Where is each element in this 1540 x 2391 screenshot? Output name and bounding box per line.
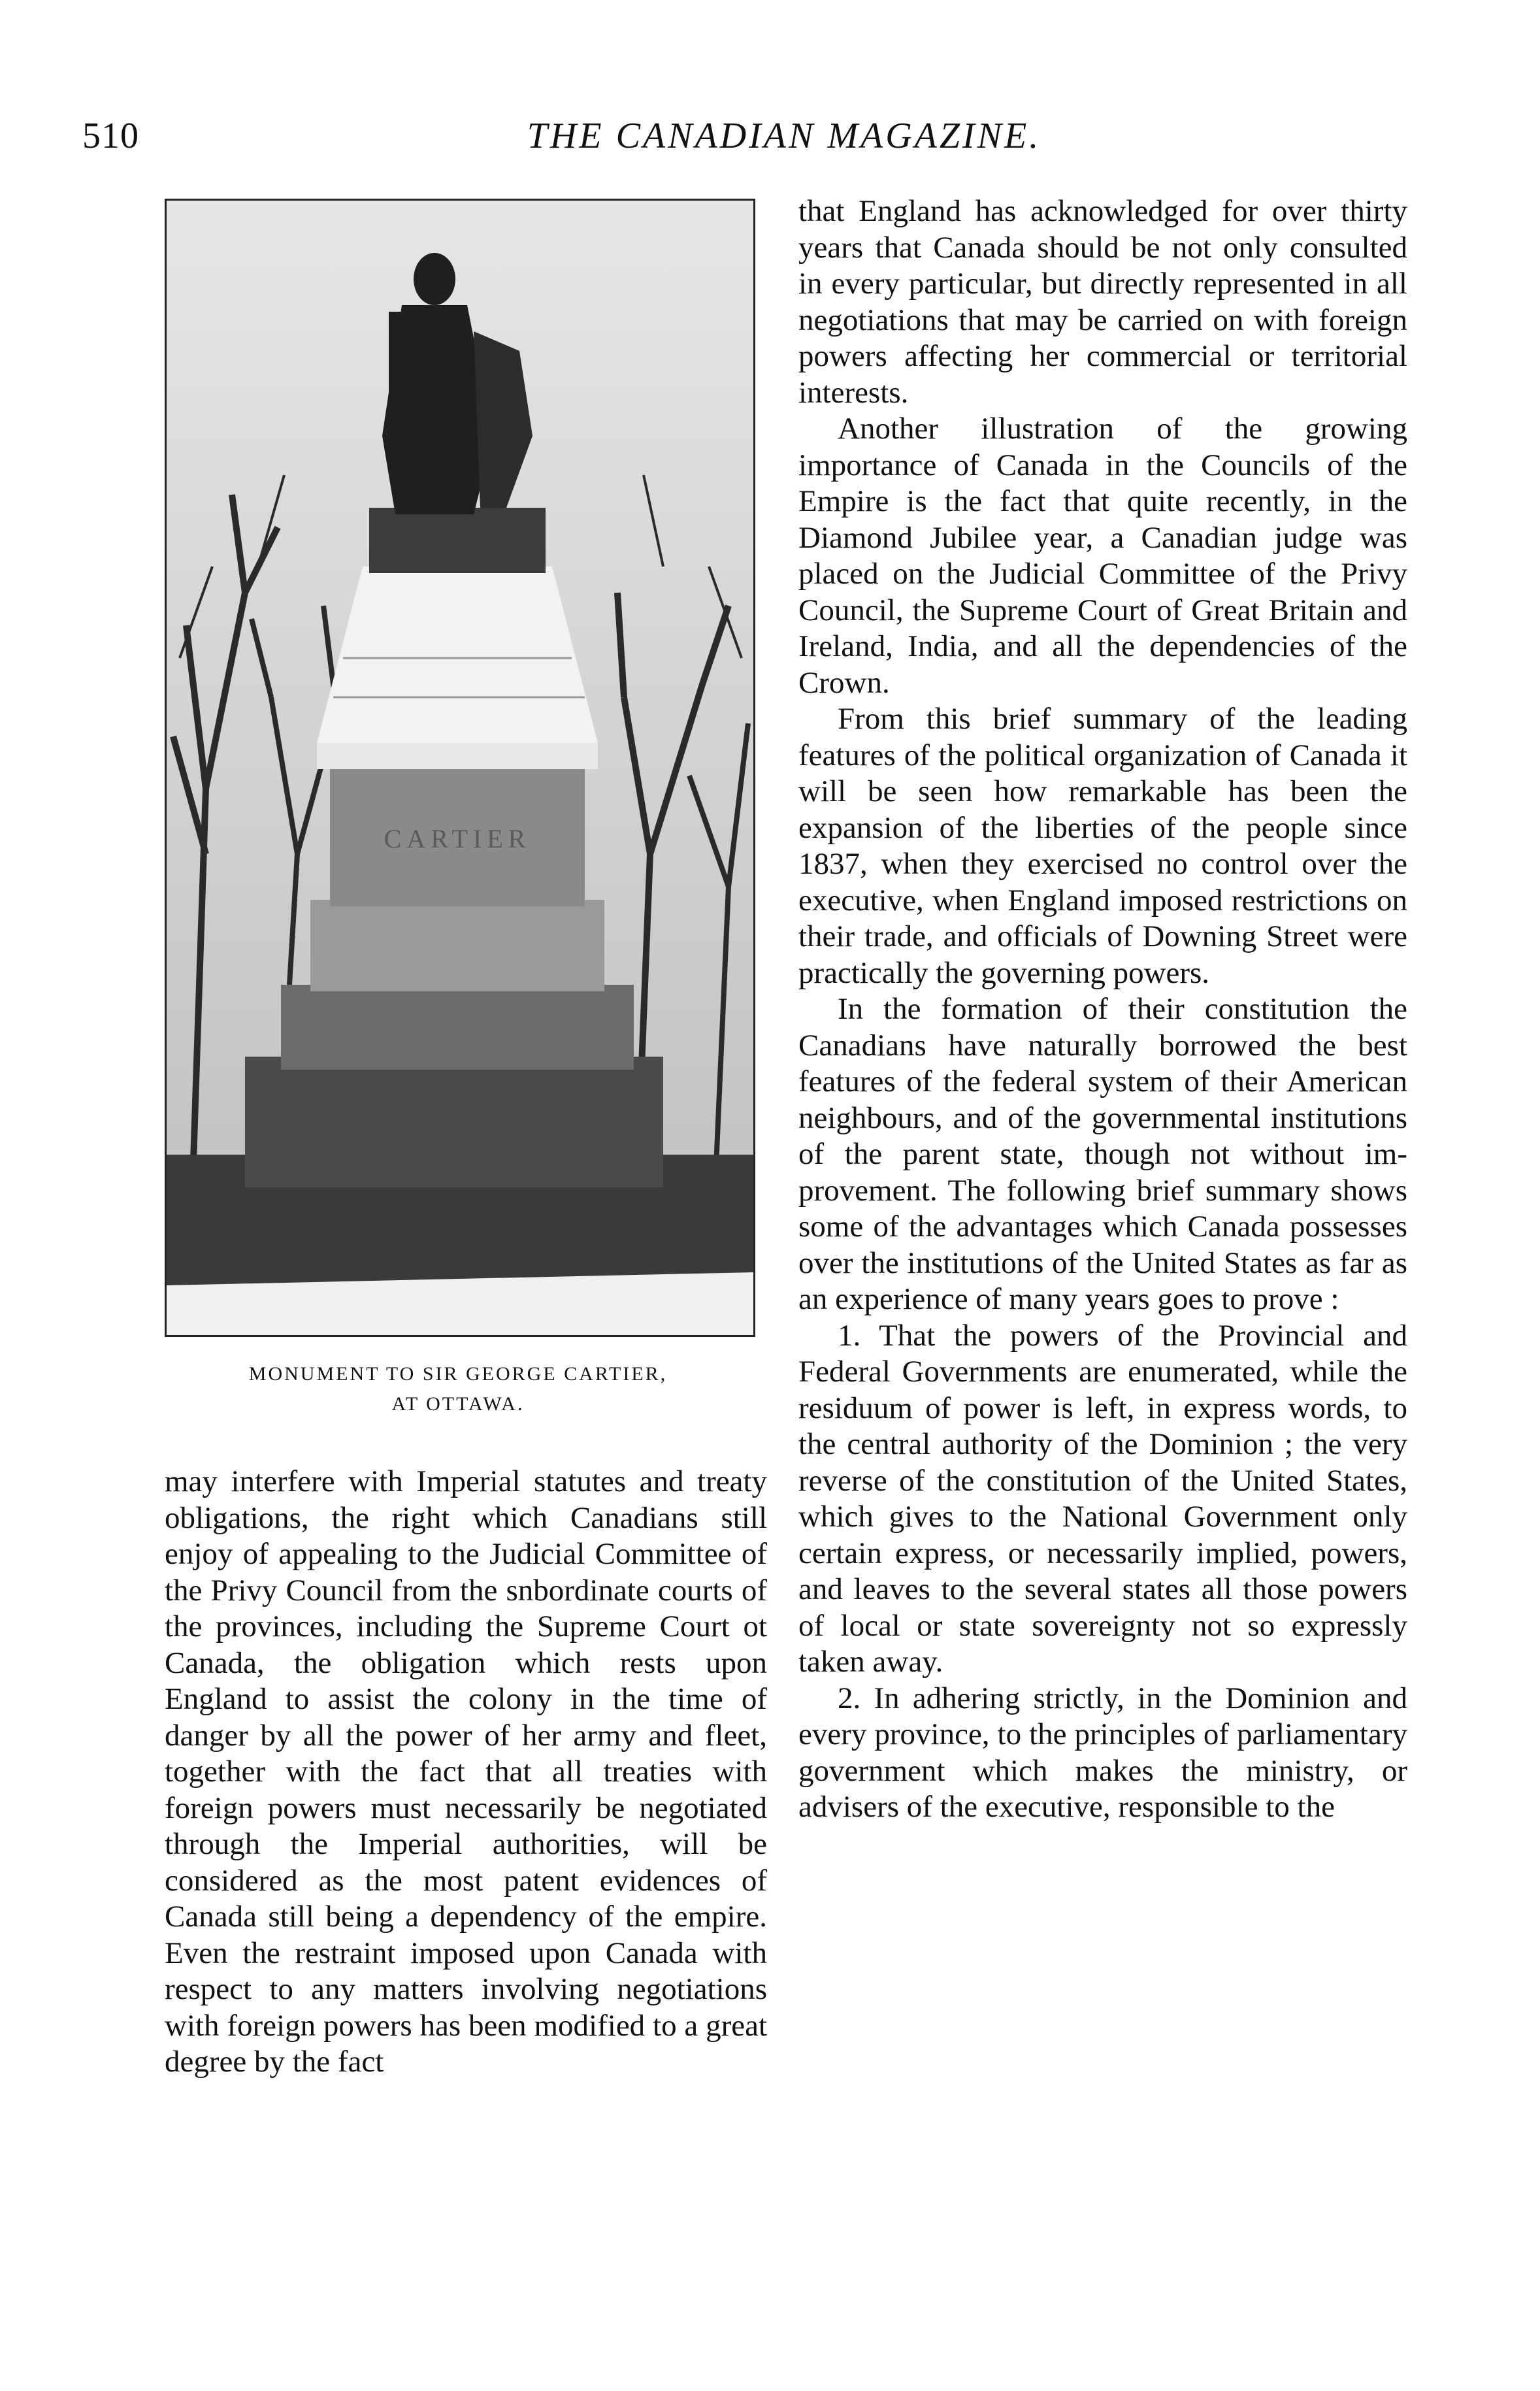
monument-photo-illustration: [167, 201, 753, 1335]
running-title: THE CANADIAN MAGAZINE.: [527, 116, 1041, 156]
caption-line-1: MONUMENT TO SIR GEORGE CARTIER,: [248, 1363, 668, 1385]
paragraph: 1. That the powers of the Provincial and Federal Governments are enumerated, while the residuum of power is left, in express words, to the central authority of the Dominion ; the very reverse of the constitution of the United States, which gives to the National Government only certain express, or necessarily implied, powers, and leaves to the several states all those powers of local or state sovereignty not so expressly taken away.: [798, 1318, 1407, 1679]
pedestal-inscription: CARTIER: [384, 824, 531, 853]
paragraph: that England has acknowledged for over thirty years that Canada should be not only consulted in every particular, but directly represented in all negotiations that may be carried on with foreign powers affecting her commercial or territorial interests.: [798, 194, 1407, 410]
figure-caption: [165, 1359, 751, 1419]
paragraph: In the formation of their constitution the Canadians have naturally borrowed the best features of the federal system of their American neighbours, and of the governmental institutions of the parent state, though not without improvement. The following brief summary shows some of the advantages which Canada possesses over the institutions of the United States as far as an experience of many years goes to prove :: [798, 992, 1407, 1316]
paragraph: may interfere with Imperial statutes and treaty obligations, the right which Canadians still enjoy of appealing to the Judicial Committee of the Privy Council from the snbordinate courts of the provinces, including the Supreme Court ot Canada, the obligation which rests upon England to assist the colony in the time of danger by all the power of her army and fleet, together with the fact that all treaties with foreign powers must necessarily be negotiated through the Imperial authorities, will be considered as the most patent evidences of Canada still being a dependency of the empire. Even the restraint imposed upon Canada with respect to any matters involving negotiations with foreign powers has been modified to a great degree by the fact: [165, 1464, 767, 2079]
monument-photograph: [165, 199, 755, 1337]
paragraph: Another illustration of the growing importance of Canada in the Councils of the Empire is the fact that quite recently, in the Diamond Jubilee year, a Canadian judge was placed on the Judicial Committee of the Privy Council, the Supreme Court of Great Britain and Ireland, India, and all the dependencies of the Crown.: [798, 412, 1407, 700]
right-column-text: [798, 193, 1407, 1826]
caption-line-2: AT OTTAWA.: [391, 1393, 525, 1415]
paragraph: 2. In adhering strictly, in the Dominion and every province, to the principles of parliamentary government which makes the ministry, or advisers of the executive, responsible to the: [798, 1681, 1407, 1824]
paragraph: From this brief summary of the leading features of the political organization of Canada it will be seen how remarkable has been the expansion of the liberties of the people since 1837, when they exercised no control over the executive, when England imposed restrictions on their trade, and officials of Downing Street were practically the governing powers.: [798, 702, 1407, 990]
page-number: 510: [82, 116, 139, 156]
left-column-text: [165, 1464, 767, 2081]
